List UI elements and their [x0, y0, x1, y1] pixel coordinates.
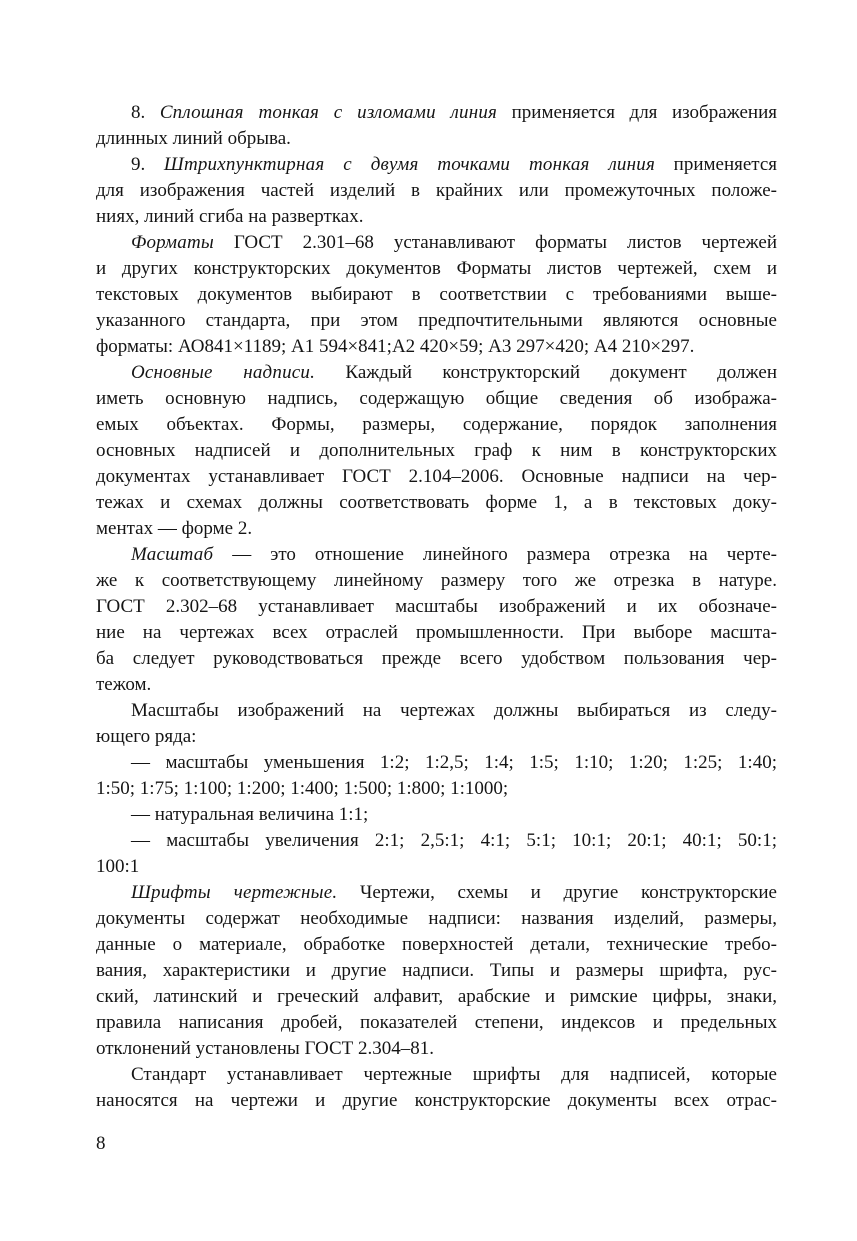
text-segment: Чертежи, схемы и другие конструкторские — [337, 882, 777, 903]
text-line — [96, 776, 777, 802]
text-line — [96, 516, 777, 542]
italic-term: Основные надписи. — [131, 362, 316, 383]
text-segment: для изображения частей изделий в крайних или промежуточных положе- — [96, 180, 777, 201]
text-segment: ГОСТ 2.302–68 устанавливает масштабы изображений и их обозначе- — [96, 596, 777, 617]
text-line — [96, 204, 777, 230]
text-line — [96, 1036, 777, 1062]
text-line — [96, 282, 777, 308]
text-segment: ние на чертежах всех отраслей промышленности. При выборе масшта- — [96, 622, 777, 643]
text-line — [96, 360, 777, 386]
text-segment: — масштабы уменьшения 1:2; 1:2,5; 1:4; 1:5; 1:10; 1:20; 1:25; 1:40; — [131, 752, 777, 773]
text-segment: — это отношение линейного размера отрезка на черте- — [213, 544, 777, 565]
text-segment: текстовых документов выбирают в соответствии с требованиями выше- — [96, 284, 777, 305]
text-line — [96, 178, 777, 204]
text-segment: ский, латинский и греческий алфавит, арабские и римские цифры, знаки, — [96, 986, 777, 1007]
text-line — [96, 672, 777, 698]
text-segment: Стандарт устанавливает чертежные шрифты для надписей, которые — [131, 1064, 777, 1085]
italic-term: Форматы — [131, 232, 214, 253]
text-segment: данные о материале, обработке поверхностей детали, технические требо- — [96, 934, 777, 955]
italic-term: Сплошная тонкая с изломами линия — [159, 102, 498, 123]
text-line — [96, 386, 777, 412]
text-line — [96, 308, 777, 334]
text-segment: применяется — [654, 154, 777, 175]
text-segment: же к соответствующему линейному размеру того же отрезка в натуре. — [96, 570, 777, 591]
text-line — [96, 256, 777, 282]
text-line — [96, 802, 777, 828]
text-segment: Каждый конструкторский документ должен — [315, 362, 777, 383]
text-line — [96, 490, 777, 516]
italic-term: Масштаб — [131, 544, 214, 565]
text-segment: 9. — [131, 154, 164, 175]
text-line — [96, 958, 777, 984]
text-line — [96, 464, 777, 490]
text-segment: тежом. — [96, 674, 152, 695]
text-segment: — натуральная величина 1:1; — [131, 804, 369, 825]
text-segment: ющего ряда: — [96, 726, 197, 747]
text-line — [96, 880, 777, 906]
text-line — [96, 828, 777, 854]
text-segment: ниях, линий сгиба на развертках. — [96, 206, 364, 227]
text-line — [96, 1088, 777, 1114]
text-segment: ментах — форме 2. — [96, 518, 253, 539]
text-segment: емых объектах. Формы, размеры, содержание, порядок заполнения — [96, 414, 777, 435]
text-line — [96, 100, 777, 126]
text-segment: ГОСТ 2.301–68 устанавливают форматы листов чертежей — [213, 232, 777, 253]
text-line — [96, 1010, 777, 1036]
text-line — [96, 412, 777, 438]
text-segment: применяется для изображения — [497, 102, 777, 123]
drawing-fonts-paragraph — [96, 880, 777, 1062]
text-line — [96, 854, 777, 880]
text-segment: длинных линий обрыва. — [96, 128, 291, 149]
text-segment: — масштабы увеличения 2:1; 2,5:1; 4:1; 5:1; 10:1; 20:1; 40:1; 50:1; — [131, 830, 777, 851]
title-blocks-paragraph — [96, 360, 777, 542]
text-segment: 8. — [131, 102, 160, 123]
text-line — [96, 594, 777, 620]
text-segment: форматы: АО841×1189; А1 594×841;А2 420×59; А3 297×420; А4 210×297. — [96, 336, 695, 357]
natural-size-item — [96, 802, 777, 828]
standard-fonts-continued-paragraph — [96, 1062, 777, 1114]
text-segment: тежах и схемах должны соответствовать форме 1, а в текстовых доку- — [96, 492, 777, 513]
text-segment: отклонений установлены ГОСТ 2.304–81. — [96, 1038, 435, 1059]
text-line — [96, 152, 777, 178]
text-line — [96, 1062, 777, 1088]
italic-term: Шрифты чертежные. — [131, 882, 338, 903]
text-segment: указанного стандарта, при этом предпочтительными являются основные — [96, 310, 777, 331]
text-segment: ба следует руководствоваться прежде всего удобством пользования чер- — [96, 648, 777, 669]
text-line — [96, 126, 777, 152]
scale-definition-paragraph — [96, 542, 777, 698]
text-segment: правила написания дробей, показателей степени, индексов и предельных — [96, 1012, 777, 1033]
text-segment: Масштабы изображений на чертежах должны выбираться из следу- — [131, 700, 777, 721]
text-segment: документах устанавливает ГОСТ 2.104–2006. Основные надписи на чер- — [96, 466, 777, 487]
italic-term: Штрихпунктирная с двумя точками тонкая линия — [163, 154, 655, 175]
text-line — [96, 932, 777, 958]
formats-paragraph — [96, 230, 777, 360]
text-segment: вания, характеристики и другие надписи. Типы и размеры шрифта, рус- — [96, 960, 777, 981]
text-line — [96, 724, 777, 750]
text-line — [96, 620, 777, 646]
text-line — [96, 698, 777, 724]
reduction-scales-item — [96, 750, 777, 802]
text-line — [96, 984, 777, 1010]
text-segment: наносятся на чертежи и другие конструкторские документы всех отрас- — [96, 1090, 777, 1111]
text-line — [96, 568, 777, 594]
text-line — [96, 906, 777, 932]
text-segment: основных надписей и дополнительных граф к ним в конструкторских — [96, 440, 777, 461]
text-line — [96, 438, 777, 464]
text-segment: документы содержат необходимые надписи: названия изделий, размеры, — [96, 908, 777, 929]
item-9-dash-double-dot-thin-line — [96, 152, 777, 230]
item-8-thin-line-with-breaks — [96, 100, 777, 152]
scales-intro-paragraph — [96, 698, 777, 750]
text-segment: 100:1 — [96, 856, 140, 877]
magnification-scales-item — [96, 828, 777, 880]
text-segment: и других конструкторских документов Форматы листов чертежей, схем и — [96, 258, 777, 279]
text-line — [96, 750, 777, 776]
text-segment: 1:50; 1:75; 1:100; 1:200; 1:400; 1:500; 1:800; 1:1000; — [96, 778, 509, 799]
text-line — [96, 542, 777, 568]
text-line — [96, 230, 777, 256]
page-number: 8 — [96, 1133, 106, 1154]
text-line — [96, 646, 777, 672]
text-line — [96, 334, 777, 360]
text-segment: иметь основную надпись, содержащую общие сведения об изобража- — [96, 388, 777, 409]
text-block — [96, 100, 777, 1114]
